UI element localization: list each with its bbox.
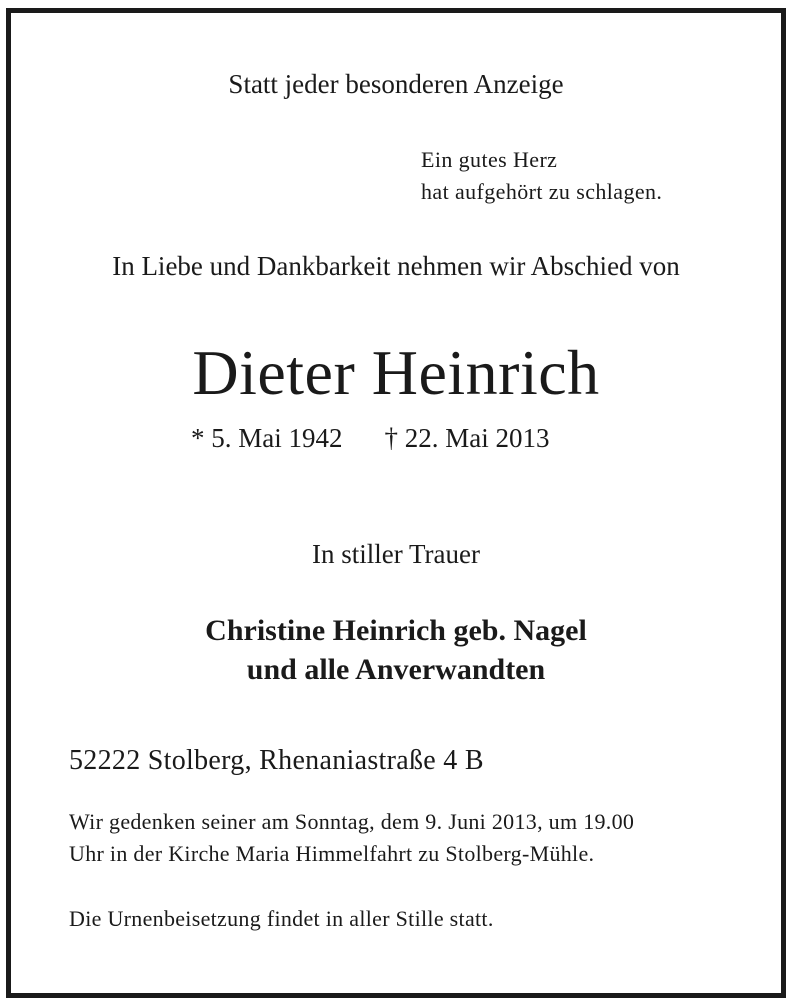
intro-text: In Liebe und Dankbarkeit nehmen wir Abschied von [112, 251, 680, 281]
obituary-notice [6, 8, 786, 998]
birth-date: * 5. Mai 1942 [191, 423, 343, 453]
notice-title: Statt jeder besonderen Anzeige [228, 69, 564, 99]
burial-note: Die Urnenbeisetzung findet in aller Stille statt. [69, 906, 494, 931]
address: 52222 Stolberg, Rhenaniastraße 4 B [69, 745, 484, 776]
family-line-2: und alle Anverwandten [246, 653, 546, 686]
death-date: † 22. Mai 2013 [384, 423, 550, 453]
family-line-1: Christine Heinrich geb. Nagel [205, 614, 587, 647]
quote-line-1: Ein gutes Herz [421, 147, 558, 172]
memorial-line-1: Wir gedenken seiner am Sonntag, dem 9. Juni 2013, um 19.00 [69, 809, 635, 834]
quote-line-2: hat aufgehört zu schlagen. [421, 179, 663, 204]
deceased-name: Dieter Heinrich [192, 337, 600, 408]
mourning-text: In stiller Trauer [312, 539, 480, 569]
life-dates [191, 423, 550, 454]
memorial-line-2: Uhr in der Kirche Maria Himmelfahrt zu Stolberg-Mühle. [69, 841, 595, 866]
